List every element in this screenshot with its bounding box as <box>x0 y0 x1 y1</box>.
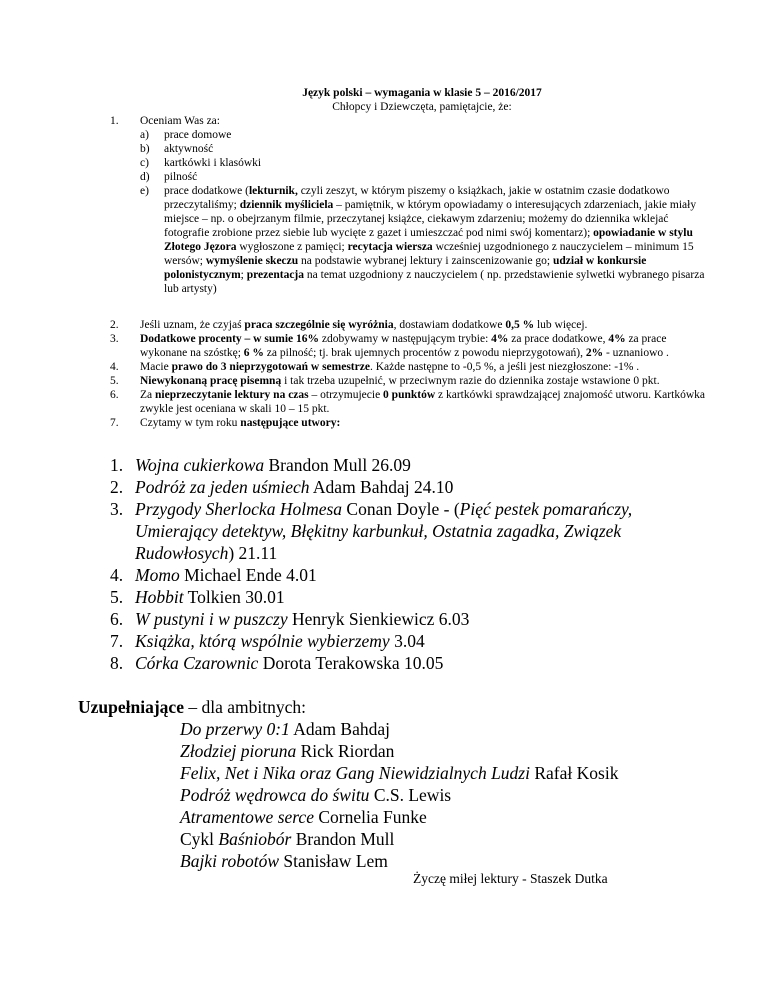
item-number: 7. <box>110 417 119 429</box>
spacer <box>110 296 708 318</box>
reading-list <box>110 454 708 674</box>
grading-intro: Oceniam Was za: <box>140 115 220 127</box>
reading-item: 5. Hobbit Tolkien 30.01 <box>110 587 285 607</box>
requirement-5 <box>110 374 708 388</box>
requirement-6 <box>110 388 708 416</box>
requirements-list <box>110 114 708 430</box>
supplementary-item: Do przerwy 0:1 Adam Bahdaj <box>180 719 390 739</box>
book-title: Baśniobór <box>218 829 292 849</box>
requirement-text: Dodatkowe procenty – w sumie 16% zdobywamy w następującym trybie: 4% za prace dodatkowe, 4% za prace wykonane na szóstkę; 6 % za pilność; tj. brak ujemnych procentów z powodu nieprzygotowań), 2% - uznaniowo . <box>140 333 669 359</box>
requirement-4 <box>110 360 708 374</box>
criterion-letter: a) <box>140 129 149 141</box>
criterion-letter: e) <box>140 185 149 197</box>
book-title: Atramentowe serce <box>180 807 314 827</box>
book-title: Podróż za jeden uśmiech <box>135 477 310 497</box>
extra-work-text: prace dodatkowe (lekturnik, czyli zeszyt, w którym piszemy o książkach, jakie w ostatnim czasie dodatkowo przeczytaliśmy; dziennik myśliciela – pamiętnik, w którym opowiadamy o interesujących zdarzeniach, jakie miały miejsce – np. o obejrzanym filmie, przeczytanej książce, ciekawym zdarzeniu; możemy do dziennika wklejać fotografie zrobione przez siebie lub wycięte z gazet i umieszczać pod nimi swój komentarz); opowiadanie w stylu Złotego Jęzora wygłoszone z pamięci; recytacja wiersza wcześniej uzgodnionego z nauczycielem – minimum 15 wersów; wymyślenie skeczu na podstawie wybranej lektury i zainscenizowanie go; udział w konkursie polonistycznym; prezentacja na temat uzgodniony z nauczycielem ( np. przedstawienie sylwetki wybranego pisarza lub artysty) <box>164 185 705 295</box>
criterion-d <box>140 170 708 184</box>
criterion-text: pilność <box>164 171 198 183</box>
item-number: 6. <box>110 389 119 401</box>
reading-item: 4. Momo Michael Ende 4.01 <box>110 565 317 585</box>
requirement-text: Jeśli uznam, że czyjaś praca szczególnie się wyróżnia, dostawiam dodatkowe 0,5 % lub więcej. <box>140 319 588 331</box>
reading-item: 2. Podróż za jeden uśmiech Adam Bahdaj 24.10 <box>110 477 454 497</box>
signature: Życzę miłej lektury - Staszek Dutka <box>413 871 608 886</box>
criterion-text: prace domowe <box>164 129 232 141</box>
book-title: Przygody Sherlocka Holmesa <box>135 499 343 519</box>
story-titles: Pięć pestek pomarańczy, Umierający detektyw, Błękitny karbunkuł, Ostatnia zagadka, Związek Rudowłosych <box>135 499 633 563</box>
book-title: Córka Czarownic <box>135 653 259 673</box>
supplementary-item: Atramentowe serce Cornelia Funke <box>180 807 427 827</box>
reading-item: 7. Książka, którą wspólnie wybierzemy 3.04 <box>110 631 425 651</box>
book-title: Książka, którą wspólnie wybierzemy <box>135 631 390 651</box>
book-title: Wojna cukierkowa <box>135 455 265 475</box>
grading-criteria-list <box>140 128 708 296</box>
book-title: Do przerwy 0:1 <box>180 719 290 739</box>
criterion-letter: b) <box>140 143 150 155</box>
item-number: 2. <box>110 319 119 331</box>
supplementary-item: Bajki robotów Stanisław Lem <box>180 851 388 871</box>
requirement-text: Za nieprzeczytanie lektury na czas – otrzymujecie 0 punktów z kartkówki sprawdzającej znajomość utworu. Kartkówka zwykle jest oceniana w skali 10 – 15 pkt. <box>140 389 705 415</box>
book-title: Felix, Net i Nika oraz Gang Niewidzialnych Ludzi <box>180 763 530 783</box>
criterion-b <box>140 142 708 156</box>
requirement-text: Niewykonaną pracę pisemną i tak trzeba uzupełnić, w przeciwnym razie do dziennika zostaje wstawione 0 pkt. <box>140 375 660 387</box>
requirement-text: Macie prawo do 3 nieprzygotowań w semestrze. Każde następne to -0,5 %, a jeśli jest niezgłoszone: -1% . <box>140 361 640 373</box>
criterion-letter: c) <box>140 157 149 169</box>
supplementary-item: Podróż wędrowca do świtu C.S. Lewis <box>180 785 452 805</box>
criterion-text: kartkówki i klasówki <box>164 157 262 169</box>
reading-item: 6. W pustyni i w puszczy Henryk Sienkiewicz 6.03 <box>110 609 470 629</box>
book-title: Złodziej pioruna <box>180 741 297 761</box>
criterion-e <box>140 184 708 296</box>
page-subtitle: Chłopcy i Dziewczęta, pamiętajcie, że: <box>332 101 512 113</box>
criterion-a <box>140 128 708 142</box>
supplementary-item: Cykl Baśniobór Brandon Mull <box>180 829 395 849</box>
requirement-text: Czytamy w tym roku następujące utwory: <box>140 417 341 429</box>
book-title: Bajki robotów <box>180 851 280 871</box>
supplementary-item: Felix, Net i Nika oraz Gang Niewidzialnych Ludzi Rafał Kosik <box>180 763 619 783</box>
book-title: Podróż wędrowca do świtu <box>180 785 370 805</box>
supplementary-heading: Uzupełniające – dla ambitnych: <box>78 697 306 717</box>
criterion-text: aktywność <box>164 143 214 155</box>
item-number: 5. <box>110 375 119 387</box>
book-title: W pustyni i w puszczy <box>135 609 288 629</box>
reading-item: 8. Córka Czarownic Dorota Terakowska 10.05 <box>110 653 444 673</box>
reading-item: 3. Przygody Sherlocka Holmesa Conan Doyle - (Pięć pestek pomarańczy, Umierający detektyw, Błękitny karbunkuł, Ostatnia zagadka, Związek Rudowłosych) 21.11 <box>110 499 633 563</box>
supplementary-list <box>180 718 708 872</box>
requirement-1 <box>110 114 708 296</box>
page-title: Język polski – wymagania w klasie 5 – 2016/2017 <box>302 87 542 99</box>
supplementary-item: Złodziej pioruna Rick Riordan <box>180 741 395 761</box>
item-number: 3. <box>110 333 119 345</box>
item-number: 1. <box>110 115 119 127</box>
item-number: 4. <box>110 361 119 373</box>
requirement-7 <box>110 416 708 430</box>
criterion-letter: d) <box>140 171 150 183</box>
criterion-c <box>140 156 708 170</box>
requirement-2 <box>110 318 708 332</box>
requirement-3 <box>110 332 708 360</box>
book-title: Hobbit <box>135 587 184 607</box>
book-title: Momo <box>135 565 180 585</box>
reading-item: 1. Wojna cukierkowa Brandon Mull 26.09 <box>110 455 411 475</box>
